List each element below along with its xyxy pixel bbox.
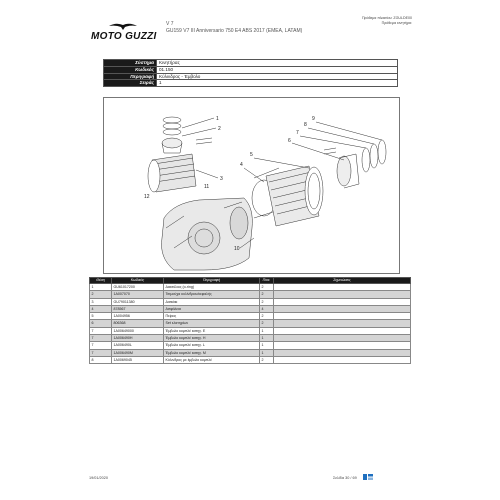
info-row [104,73,398,80]
info-row [104,80,398,87]
cell-quantity: 2 [260,313,274,320]
cell-description: Έμβολο κομπλέ κατηγ. L [164,342,260,349]
callout-label: 8 [304,122,307,128]
table-row [90,320,411,327]
callout-label: 9 [312,116,315,122]
moto-guzzi-logo [91,22,156,42]
col-header-quantity: Ποσ. [260,278,274,284]
callout-label: 2 [218,126,221,132]
cell-notes [274,320,411,327]
col-header-code: Κωδικός [112,278,164,284]
callout-label: 11 [204,184,210,190]
callout-label: 6 [288,138,291,144]
cell-position: 2 [90,291,112,298]
cell-description: Έμβολο κομπλέ κατηγ. Η [164,335,260,342]
callout-label: 12 [144,194,150,200]
cell-description: Πείρος [164,313,260,320]
group-info-table [103,59,398,87]
table-row [90,335,411,342]
model-short: V 7 [166,21,174,27]
cell-notes [274,284,411,291]
cell-quantity: 2 [260,356,274,363]
info-label: Σειράς [104,80,157,87]
info-label: Περιγραφή [104,73,157,80]
cell-code: 1A0069045 [112,356,164,363]
cell-description: Τσιμούχα κυλίνδρου/κεφαλής [164,291,260,298]
cell-notes [274,335,411,342]
info-value: 01.150 [157,66,398,73]
cell-position: 8 [90,356,112,363]
cell-description: Κύλινδρος με έμβολο κομπλέ [164,356,260,363]
table-row [90,327,411,334]
table-row [90,349,411,356]
cell-code: 1A007070 [112,291,164,298]
cell-position: 1 [90,284,112,291]
info-label: Σύστημα [104,60,157,67]
cell-position: 4 [90,305,112,312]
cell-description: Έμβολο κομπλέ κατηγ. Ε [164,327,260,334]
callout-label: 7 [296,130,299,136]
cell-quantity: 2 [260,291,274,298]
cell-notes [274,356,411,363]
cell-quantity: 2 [260,320,274,327]
cell-position: 3 [90,298,112,305]
callout-label: 5 [250,152,253,158]
cell-description: Ασφάλεια [164,305,260,312]
cell-notes [274,298,411,305]
cell-notes [274,342,411,349]
exploded-diagram [103,97,400,274]
model-full: GU159 V7 III Anniversario 750 E4 ABS 2017 (EMEA, LATAM) [166,28,303,34]
cell-code: GU79011380 [112,298,164,305]
prefix-info [362,16,412,26]
col-header-notes: Σημειώσεις [274,278,411,284]
table-row [90,356,411,363]
info-value: 1 [157,80,398,87]
brand-name: MOTO GUZZI [91,31,157,42]
engine-prefix: Πρόθεμα κινητήρα: [381,21,412,25]
cell-description: Δισκάκι [164,298,260,305]
cell-quantity: 2 [260,284,274,291]
cell-code: 1A006490M [112,349,164,356]
cell-position: 5 [90,313,112,320]
cell-description: Έμβολο κομπλέ κατηγ. Μ [164,349,260,356]
cell-code: GU61017200 [112,284,164,291]
table-row [90,298,411,305]
cell-quantity: 1 [260,342,274,349]
parts-table [89,277,411,364]
cell-position: 7 [90,327,112,334]
print-date: 19/01/2020 [89,476,109,480]
cell-description: Δακτύλιος (o-ring) [164,284,260,291]
info-row [104,66,398,73]
publisher-logo-icon [363,474,373,480]
table-row [90,313,411,320]
cell-notes [274,291,411,298]
cell-notes [274,327,411,334]
cell-notes [274,313,411,320]
cell-quantity: 4 [260,305,274,312]
callout-label: 1 [216,116,219,122]
cell-code: 1A004956 [112,313,164,320]
cell-position: 6 [90,320,112,327]
cell-quantity: 1 [260,335,274,342]
cell-quantity: 2 [260,298,274,305]
cell-notes [274,349,411,356]
cell-code: 1A00649000 [112,327,164,334]
cell-position: 7 [90,342,112,349]
cell-code: 1A006490L [112,342,164,349]
cell-code: 878567 [112,305,164,312]
eagle-icon [109,22,137,30]
frame-prefix: Πρόθεμα πλαισίου: ZGULDE00 [361,16,412,20]
table-row [90,284,411,291]
table-row [90,342,411,349]
info-label: Κωδικός [104,66,157,73]
col-header-position: Θέση [90,278,112,284]
table-row [90,291,411,298]
cell-description: Set ελατηρίων [164,320,260,327]
page-number: Σελίδα 30 / 69 [333,476,357,480]
cell-code: 806368 [112,320,164,327]
table-row [90,305,411,312]
cell-quantity: 1 [260,349,274,356]
cell-code: 1A006490H [112,335,164,342]
info-value: Κινητήρας [157,60,398,67]
cell-position: 7 [90,349,112,356]
info-row [104,60,398,67]
callout-label: 10 [234,246,240,252]
col-header-description: Περιγραφή [164,278,260,284]
cell-notes [274,305,411,312]
callout-label: 3 [220,176,223,182]
cell-position: 7 [90,335,112,342]
cylinder-piston-drawing [104,98,399,273]
info-value: Κύλινδρος - Έμβολο [157,73,398,80]
callout-label: 4 [240,162,243,168]
cell-quantity: 1 [260,327,274,334]
